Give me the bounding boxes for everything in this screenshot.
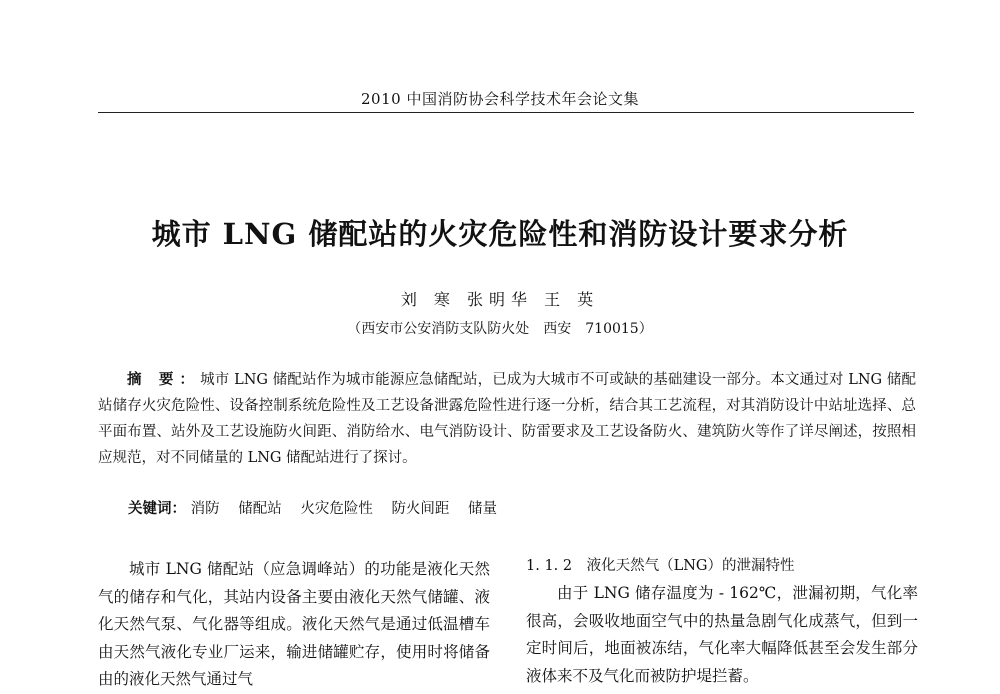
keyword: 储配站 xyxy=(238,501,282,517)
header-rule xyxy=(98,112,914,113)
abstract xyxy=(98,367,916,471)
keyword: 储量 xyxy=(468,501,498,517)
running-header: 2010 中国消防协会科学技术年会论文集 xyxy=(361,90,639,108)
abstract-label: 摘 要： xyxy=(127,371,201,388)
body-left-paragraph: 城市 LNG 储配站（应急调峰站）的功能是液化天然气的储存和气化，其站内设备主要由液化天然气储罐、液化天然气泵、气化器等组成。液化天然气是通过低温槽车由天然气液化专业厂运来，输进储罐贮存，使用时将储备由的液化天然气通过气 xyxy=(98,560,490,688)
paper-title: 城市 LNG 储配站的火灾危险性和消防设计要求分析 xyxy=(151,217,849,251)
authors: 刘 寒 张明华 王 英 xyxy=(400,290,600,309)
keyword: 消防 xyxy=(190,501,220,517)
body-right-paragraph: 由于 LNG 储存温度为 - 162℃，泄漏初期，气化率很高，会吸收地面空气中的热量急剧气化成蒸气，但到一定时间后，地面被冻结，气化率大幅降低甚至会发生部分液体来不及气化而被防护堤拦蓄。 xyxy=(526,584,918,685)
keywords xyxy=(128,496,918,522)
keyword: 防火间距 xyxy=(391,501,450,517)
abstract-text: 城市 LNG 储配站作为城市能源应急储配站，已成为大城市不可或缺的基础建设一部分。本文通过对 LNG 储配站储存火灾危险性、设备控制系统危险性及工艺设备泄露危险性进行逐一分析，结合其工艺流程，对其消防设计中站址选择、总平面布置、站外及工艺设施防火间距、消防给水、电气消防设计、防雷要求及工艺设备防火、建筑防火等作了详尽阐述，按照相应规范，对不同储量的 LNG 储配站进行了探讨。 xyxy=(98,372,916,466)
section-heading: 1. 1. 2 液化天然气（LNG）的泄漏特性 xyxy=(526,558,795,574)
keyword: 火灾危险性 xyxy=(300,501,373,517)
keywords-label: 关键词： xyxy=(128,500,186,517)
affiliation: （西安市公安消防支队防火处 西安 710015） xyxy=(347,321,653,337)
